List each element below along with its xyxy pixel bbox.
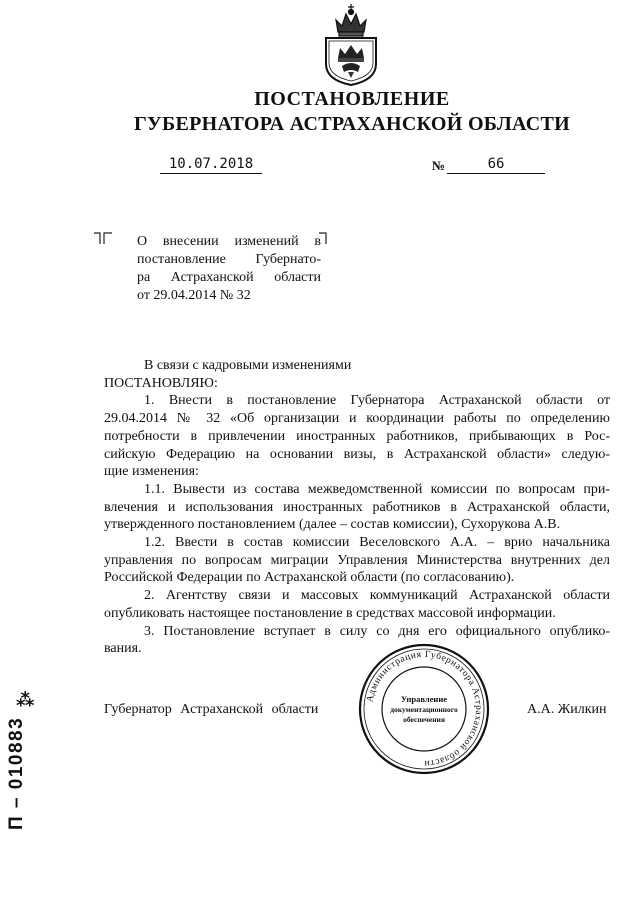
body-line: сийскую Федерацию на основании визы, в Астраханской области» следую-	[104, 446, 610, 462]
body-line: 29.04.2014 № 32 «Об организации и координации работы по определению	[104, 411, 610, 427]
body-line: 2. Агентству связи и массовых коммуникаций Астраханской области	[144, 588, 610, 604]
signatory-position: Губернатор Астраханской области	[104, 702, 319, 717]
body-line: утвержденного постановлением (далее – состав комиссии), Сухорукова А.В.	[104, 517, 561, 533]
body-line: щие изменения:	[104, 464, 199, 480]
document-body	[104, 357, 610, 658]
stamp-center-line: документационного	[390, 705, 458, 714]
number-label: №	[432, 158, 446, 173]
stamp-center-line: обеспечения	[403, 715, 445, 724]
body-line: ПОСТАНОВЛЯЮ:	[104, 375, 218, 391]
coat-of-arms-emblem	[318, 2, 384, 86]
subject-line: от 29.04.2014 № 32	[137, 288, 251, 303]
body-line: управления по вопросам миграции Управления Министерства внутренних дел	[104, 552, 610, 568]
body-line: В связи с кадровыми изменениями	[144, 358, 352, 373]
signatory-name: А.А. Жилкин	[527, 702, 607, 717]
document-number: 66	[447, 155, 545, 174]
body-line: опубликовать настоящее постановление в средствах массовой информации.	[104, 605, 556, 621]
document-issuer: ГУБЕРНАТОРА АСТРАХАНСКОЙ ОБЛАСТИ	[133, 113, 571, 135]
side-asterisk-mark: ⁂	[16, 690, 35, 711]
subject-line: ра Астраханской области	[137, 270, 321, 285]
body-line: потребности в привлечении иностранных работников, прибывающих в Рос-	[104, 428, 610, 444]
body-line: 1. Внести в постановление Губернатора Астраханской области от	[144, 393, 610, 409]
subject-corner-mark-left	[92, 232, 116, 246]
body-line: 1.2. Ввести в состав комиссии Веселовского А.А. – врио начальника	[144, 535, 610, 551]
document-date: 10.07.2018	[160, 155, 262, 174]
stamp-ring-text: Администрация Губернатора Астраханской области	[365, 649, 484, 769]
body-line: Российской Федерации по Астраханской области (по согласованию).	[104, 570, 515, 586]
document-subject	[137, 233, 321, 305]
body-line: 3. Постановление вступает в силу со дня его официального опублико-	[144, 623, 610, 639]
subject-line: О внесении изменений в	[137, 234, 321, 249]
subject-line: постановление Губернато-	[137, 252, 321, 267]
stamp-center-line: Управление	[400, 694, 448, 704]
document-title: ПОСТАНОВЛЕНИЕ	[254, 88, 450, 110]
body-line: влечения и использования иностранных работников в Астраханской области,	[104, 499, 610, 515]
form-serial-number: П – 010883	[6, 716, 27, 830]
body-line: вания.	[104, 641, 142, 657]
official-stamp	[357, 642, 491, 776]
body-line: 1.1. Вывести из состава межведомственной комиссии по вопросам при-	[144, 481, 610, 497]
